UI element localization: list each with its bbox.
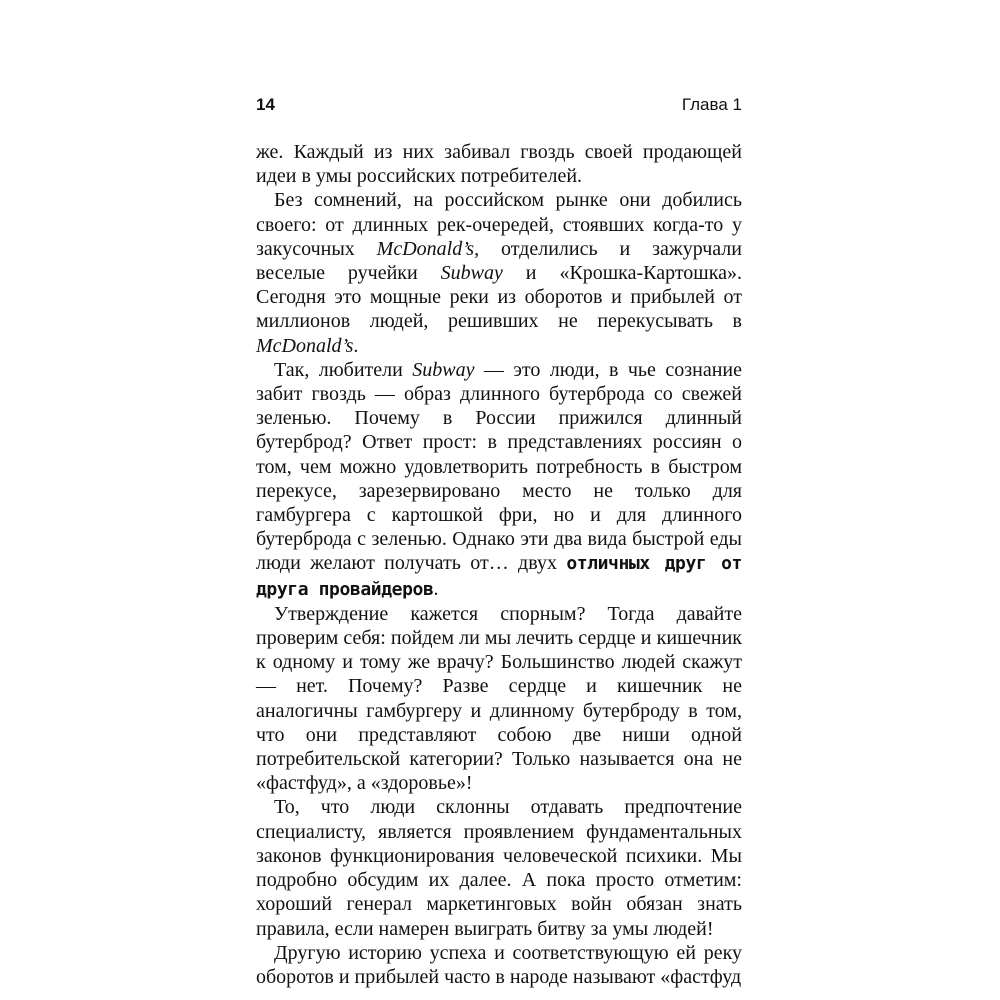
body-text (256, 140, 742, 989)
paragraph-3-text-e: . (433, 577, 439, 600)
brand-mcdonalds: McDonald’s (376, 237, 475, 260)
paragraph-5 (256, 795, 742, 940)
paragraph-6 (256, 941, 742, 989)
page-number: 14 (256, 95, 275, 114)
brand-subway: Subway (412, 358, 475, 381)
paragraph-2 (256, 188, 742, 357)
emphasis-providers: отличных друг от друга провайдеров (256, 553, 742, 600)
paragraph-3 (256, 358, 742, 602)
chapter-label: Глава 1 (681, 95, 742, 114)
paragraph-4 (256, 602, 742, 796)
running-head (256, 94, 742, 116)
book-page (256, 0, 742, 1000)
paragraph-2-text-e: и «Крошка-Картошка». Сегодня это мощные реки из оборотов и прибылей от миллионов людей, решивших не перекусывать в (256, 262, 742, 333)
brand-subway: Subway (440, 262, 503, 285)
brand-mcdonalds: McDonald’s (256, 334, 354, 357)
paragraph-2-text-c: , отделились и зажурчали веселые ручейки (256, 237, 742, 285)
paragraph-6-text: Другую историю успеха и соответствующую ей реку оборотов и прибылей часто в народе называют «фастфуд (256, 941, 742, 988)
paragraph-4-text: Утверждение кажется спорным? Тогда давайте проверим себя: пойдем ли мы лечить сердце и кишечник к одному и тому же врачу? Большинство людей скажут — нет. Почему? Разве сердце и кишечник не аналогичны гамбургеру и длинному бутерброду в том, что они представляют собою две ниши одной потребительской категории? Только называется она не «фастфуд», а «здоровье»! (256, 602, 742, 795)
paragraph-3-text-c: — это люди, в чье сознание забит гвоздь — образ длинного бутерброда со свежей зеленью. Почему в России прижился длинный бутерброд? Ответ прост: в представлениях россиян о том, чем можно удовлетворить потребность в быстром перекусе, зарезервировано место не только для гамбургера с картошкой фри, но и для длинного бутерброда с зеленью. Однако эти два вида быстрой еды люди желают получать от… двух (256, 358, 742, 575)
paragraph-2-text-g: . (353, 334, 359, 357)
paragraph-1 (256, 140, 742, 188)
paragraph-2-text-a: Без сомнений, на российском рынке они добились своего: от длинных рек-очередей, стоявших когда-то у закусочных (256, 189, 742, 260)
paragraph-3-text-a: Так, любители (274, 358, 413, 381)
paragraph-1-text: же. Каждый из них забивал гвоздь своей продающей идеи в умы российских потребителей. (256, 141, 742, 188)
paragraph-5-text: То, что люди склонны отдавать предпочтение специалисту, является проявлением фундаментальных законов функционирования человеческой психики. Мы подробно обсудим их далее. А пока просто отметим: хороший генерал маркетинговых войн обязан знать правила, если намерен выиграть битву за умы людей! (256, 796, 742, 940)
